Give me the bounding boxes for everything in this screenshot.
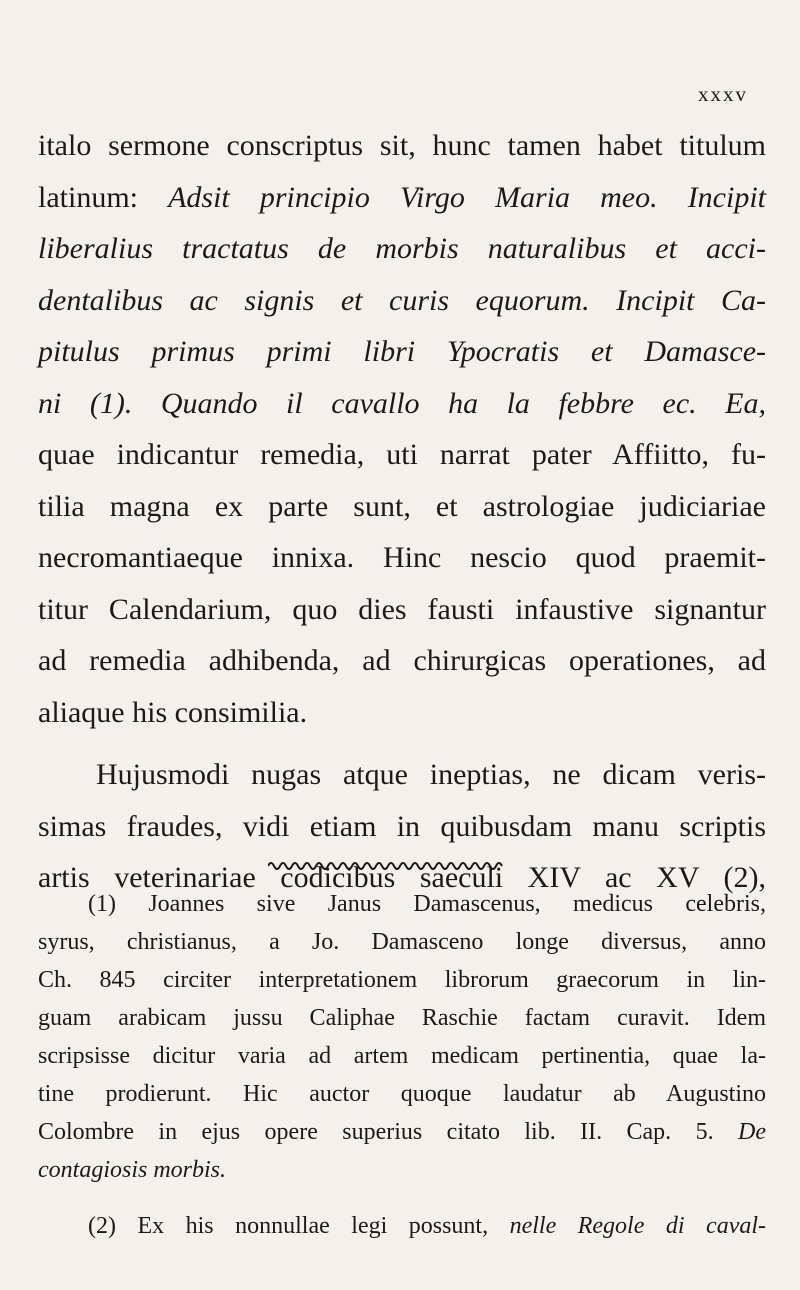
footnote-line: syrus, christianus, a Jo. Damasceno longe diversus, anno — [38, 929, 766, 955]
text-line: titur Calendarium, quo dies fausti infaustive signantur — [38, 592, 766, 626]
text-line: italo sermone conscriptus sit, hunc tamen habet titulum — [38, 129, 766, 162]
footnote-line: tine prodierunt. Hic auctor quoque laudatur ab Augustino — [38, 1081, 766, 1107]
footnote-1 — [38, 885, 766, 1189]
footnote-2 — [38, 1207, 766, 1245]
text-line: Hujusmodi nugas atque ineptias, ne dicam veris- — [96, 758, 766, 791]
text-line: ad remedia adhibenda, ad chirurgicas operationes, ad — [38, 644, 766, 677]
footnote-line: (1) Joannes sive Janus Damascenus, medicus celebris, — [88, 891, 766, 917]
footnote-line: Colombre in ejus opere superius citato lib. II. Cap. 5. De — [38, 1119, 766, 1145]
paragraph — [38, 120, 766, 738]
text-line: simas fraudes, vidi etiam in quibusdam manu scriptis — [38, 809, 766, 843]
footnote-line: Ch. 845 circiter interpretationem librorum graecorum in lin- — [38, 967, 766, 993]
page-number: xxxv — [698, 82, 748, 106]
footnote-line: (2) Ex his nonnullae legi possunt, nelle Regole di caval- — [88, 1213, 767, 1239]
footnote-line: guam arabicam jussu Caliphae Raschie factam curavit. Idem — [38, 1005, 766, 1031]
paragraph — [38, 749, 766, 904]
footnotes — [38, 885, 766, 1245]
text-line: quae indicantur remedia, uti narrat pater Affiitto, fu- — [38, 438, 766, 471]
text-line: latinum: Adsit principio Virgo Maria meo. Incipit — [38, 180, 767, 214]
text-line: aliaque his consimilia. — [38, 695, 308, 729]
text-line: dentalibus ac signis et curis equorum. Incipit Ca- — [38, 283, 766, 317]
footnote-line: contagiosis morbis. — [38, 1157, 227, 1183]
ornamental-rule — [268, 858, 504, 870]
text-line: necromantiaeque innixa. Hinc nescio quod praemit- — [38, 541, 766, 574]
text-line: ni (1). Quando il cavallo ha la febbre ec. Ea, — [38, 386, 766, 420]
text-line: tilia magna ex parte sunt, et astrologiae judiciariae — [38, 489, 766, 523]
footnote-line: scripsisse dicitur varia ad artem medicam pertinentia, quae la- — [38, 1043, 766, 1069]
text-line: liberalius tractatus de morbis naturalibus et acci- — [38, 232, 766, 265]
text-line: pitulus primus primi libri Ypocratis et Damasce- — [38, 335, 766, 368]
main-text — [38, 120, 766, 904]
text-line: artis veterinariae codicibus saeculi XIV ac XV (2), — [38, 861, 766, 894]
